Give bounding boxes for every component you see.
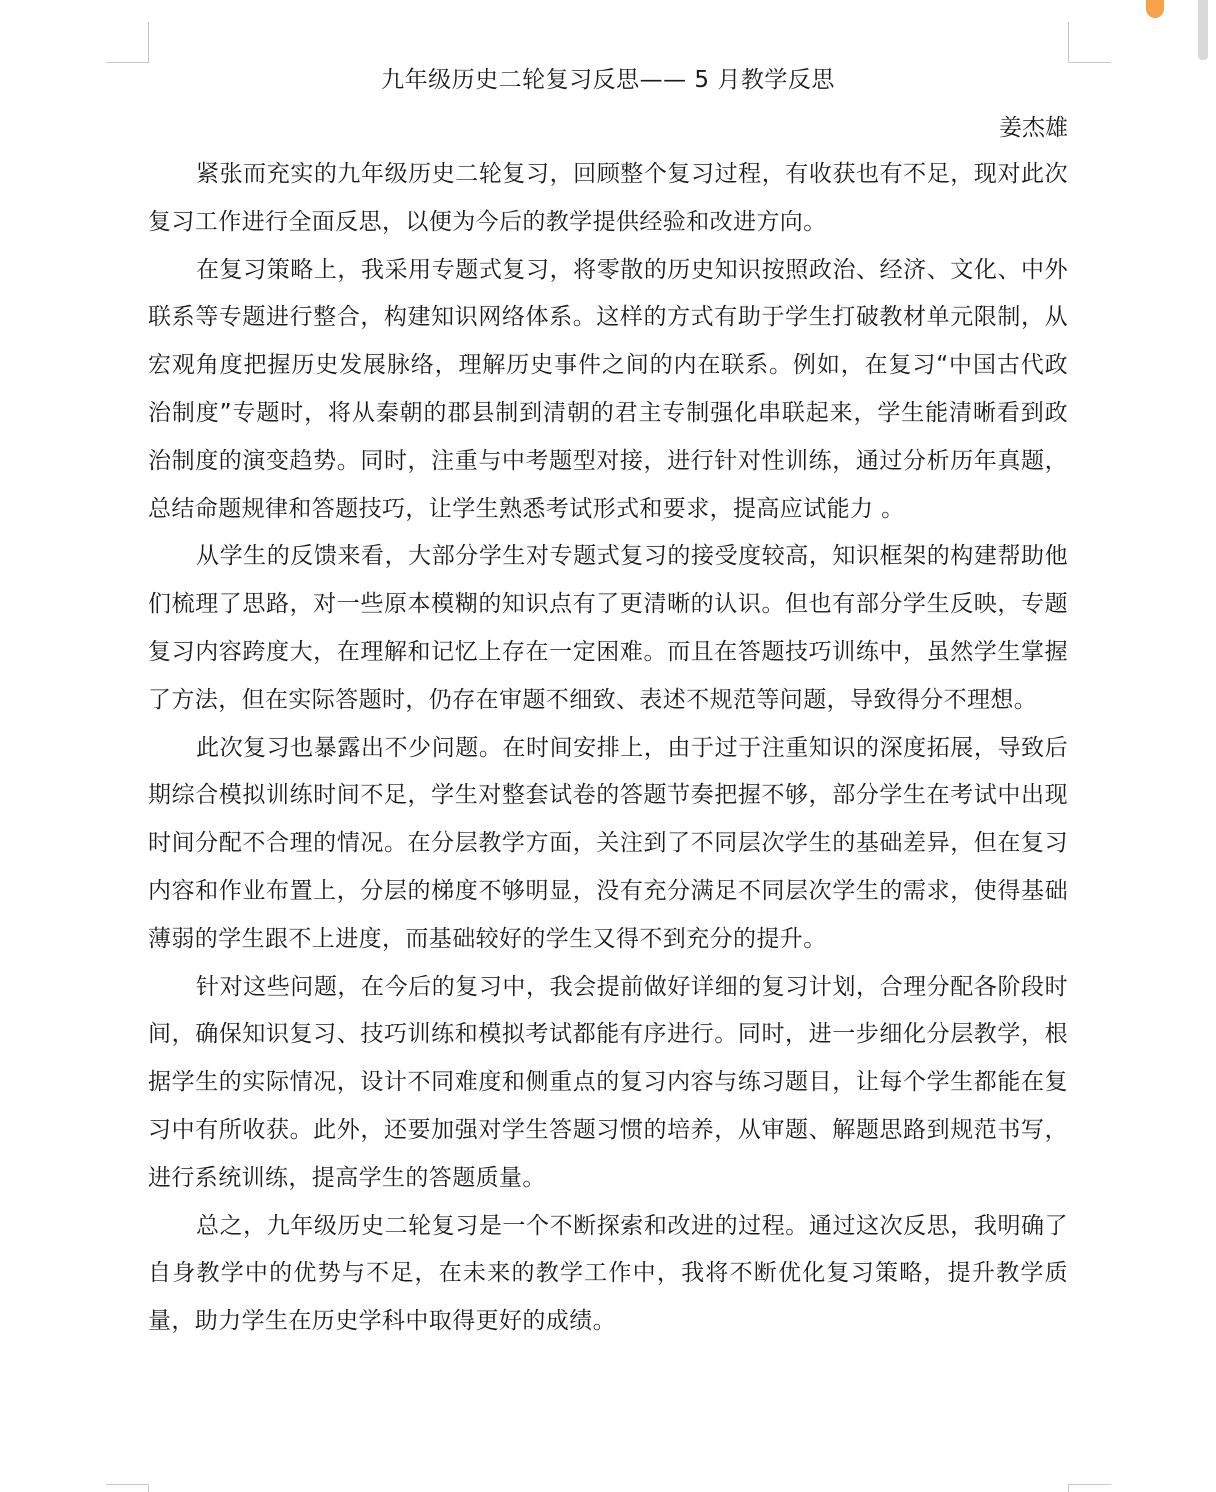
vertical-scrollbar[interactable]: [1198, 0, 1208, 60]
crop-mark-top-right: [1068, 22, 1111, 63]
document-author: 姜杰雄: [999, 115, 1068, 141]
paragraph-4: 此次复习也暴露出不少问题。在时间安排上，由于过于注重知识的深度拓展，导致后期综合模拟训练时间不足，学生对整套试卷的答题节奏把握不够，部分学生在考试中出现时间分配不合理的情况。在分层教学方面，关注到了不同层次学生的基础差异，但在复习内容和作业布置上，分层的梯度不够明显，没有充分满足不同层次学生的需求，使得基础薄弱的学生跟不上进度，而基础较好的学生又得不到充分的提升。: [148, 734, 1068, 952]
notification-badge-icon[interactable]: [1146, 0, 1164, 18]
paragraph-2: 在复习策略上，我采用专题式复习，将零散的历史知识按照政治、经济、文化、中外联系等专题进行整合，构建知识网络体系。这样的方式有助于学生打破教材单元限制，从宏观角度把握历史发展脉络，理解历史事件之间的内在联系。例如，在复习“中国古代政治制度”专题时，将从秦朝的郡县制到清朝的君主专制强化串联起来，学生能清晰看到政治制度的演变趋势。同时，注重与中考题型对接，进行针对性训练，通过分析历年真题，总结命题规律和答题技巧，让学生熟悉考试形式和要求，提高应试能力 。: [148, 256, 1068, 522]
crop-mark-top-left: [106, 22, 149, 63]
paragraph-6: 总之，九年级历史二轮复习是一个不断探索和改进的过程。通过这次反思，我明确了自身教学中的优势与不足，在未来的教学工作中，我将不断优化复习策略，提升教学质量，助力学生在历史学科中取得更好的成绩。: [148, 1212, 1068, 1335]
document-title: 九年级历史二轮复习反思—— 5 月教学反思: [381, 67, 835, 93]
paragraph-3: 从学生的反馈来看，大部分学生对专题式复习的接受度较高，知识框架的构建帮助他们梳理了思路，对一些原本模糊的知识点有了更清晰的认识。但也有部分学生反映，专题复习内容跨度大，在理解和记忆上存在一定困难。而且在答题技巧训练中，虽然学生掌握了方法，但在实际答题时，仍存在审题不细致、表述不规范等问题，导致得分不理想。: [148, 543, 1068, 713]
paragraph-5: 针对这些问题，在今后的复习中，我会提前做好详细的复习计划，合理分配各阶段时间，确保知识复习、技巧训练和模拟考试都能有序进行。同时，进一步细化分层教学，根据学生的实际情况，设计不同难度和侧重点的复习内容与练习题目，让每个学生都能在复习中有所收获。此外，还要加强对学生答题习惯的培养，从审题、解题思路到规范书写，进行系统训练，提高学生的答题质量。: [148, 973, 1068, 1191]
document-body: [148, 151, 1068, 1346]
paragraph-1: 紧张而充实的九年级历史二轮复习，回顾整个复习过程，有收获也有不足，现对此次复习工作进行全面反思，以便为今后的教学提供经验和改进方向。: [148, 161, 1068, 235]
